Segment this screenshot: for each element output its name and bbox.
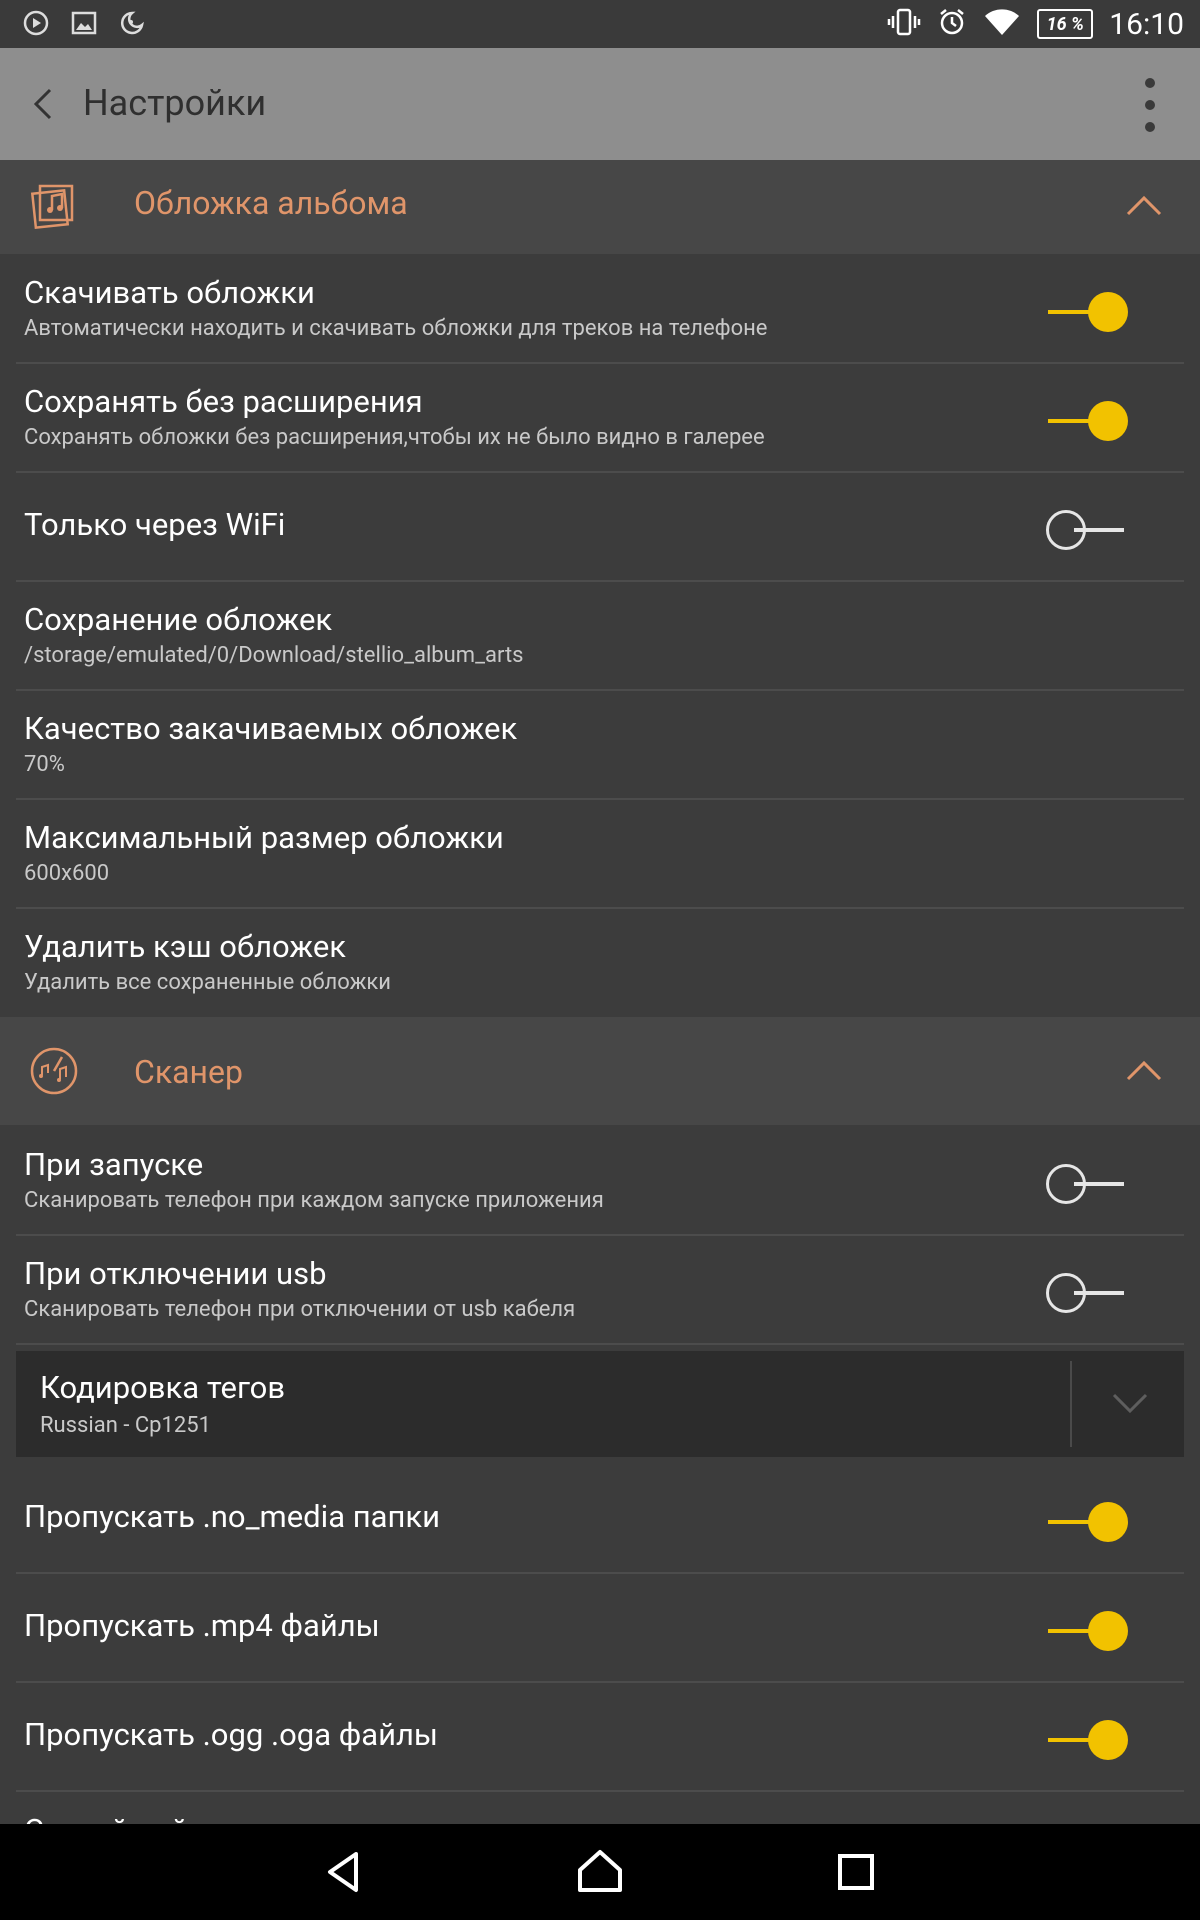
back-icon[interactable] <box>316 1844 372 1900</box>
setting-subtitle: Сканировать телефон при каждом запуске приложения <box>24 1188 604 1213</box>
chevron-up-icon[interactable] <box>1124 194 1164 218</box>
category-scanner[interactable] <box>0 1017 1200 1125</box>
setting-skip-ogg[interactable] <box>16 1682 1184 1792</box>
setting-subtitle: Сохранять обложки без расширения,чтобы их не было видно в галерее <box>24 425 765 450</box>
setting-subtitle: Сканировать телефон при отключении от usb кабеля <box>24 1297 576 1322</box>
scanner-icon <box>28 1045 80 1097</box>
album-art-icon <box>28 180 80 232</box>
navigation-bar <box>0 1824 1200 1920</box>
page-title: Настройки <box>83 82 267 124</box>
wifi-icon <box>983 7 1021 41</box>
setting-max-cover-size[interactable] <box>16 799 1184 909</box>
toolbar <box>0 48 1200 160</box>
alarm-icon <box>937 7 967 41</box>
setting-save-without-extension[interactable] <box>16 363 1184 473</box>
setting-title: Кодировка тегов <box>40 1369 286 1406</box>
vibrate-icon <box>887 7 921 41</box>
toggle-switch[interactable] <box>1046 510 1128 550</box>
toggle-switch[interactable] <box>1046 1611 1128 1651</box>
setting-title: Максимальный размер обложки <box>24 819 504 856</box>
setting-title: При отключении usb <box>24 1255 327 1292</box>
play-circle-icon <box>22 8 50 38</box>
category-album-art[interactable] <box>0 160 1200 254</box>
moon-icon <box>118 8 146 38</box>
toggle-switch[interactable] <box>1046 1502 1128 1542</box>
setting-wifi-only[interactable] <box>16 472 1184 582</box>
category-title: Обложка альбома <box>134 184 408 222</box>
status-bar <box>0 0 1200 48</box>
home-icon[interactable] <box>572 1844 628 1900</box>
setting-subtitle: Автоматически находить и скачивать обложки для треков на телефоне <box>24 316 768 341</box>
setting-clear-cover-cache[interactable] <box>16 908 1184 1016</box>
setting-title: Сохранение обложек <box>24 601 333 638</box>
toggle-switch[interactable] <box>1046 401 1128 441</box>
back-arrow-icon[interactable] <box>24 82 68 126</box>
setting-skip-nomedia[interactable] <box>16 1464 1184 1574</box>
setting-subtitle: 70% <box>24 752 65 777</box>
setting-skip-mp4[interactable] <box>16 1573 1184 1683</box>
selected-encoding: Russian - Cp1251 <box>40 1413 211 1438</box>
setting-title: Только через WiFi <box>24 506 286 543</box>
setting-title: Качество закачиваемых обложек <box>24 710 518 747</box>
toggle-switch[interactable] <box>1046 1273 1128 1313</box>
setting-cover-save-path[interactable] <box>16 581 1184 691</box>
image-icon <box>70 8 98 38</box>
setting-subtitle: Удалить все сохраненные обложки <box>24 970 392 995</box>
setting-title: Сохранять без расширения <box>24 383 423 420</box>
setting-title: Скачивать обложки <box>24 274 315 311</box>
battery-indicator: 16 % <box>1037 9 1093 39</box>
setting-scan-on-launch[interactable] <box>16 1126 1184 1236</box>
setting-cover-quality[interactable] <box>16 690 1184 800</box>
status-time: 16:10 <box>1109 6 1184 42</box>
setting-title: Пропускать .mp4 файлы <box>24 1607 380 1644</box>
setting-title: Пропускать .no_media папки <box>24 1498 441 1535</box>
tag-encoding-dropdown[interactable] <box>16 1351 1184 1457</box>
setting-title: При запуске <box>24 1146 204 1183</box>
chevron-down-icon[interactable] <box>1110 1391 1150 1415</box>
divider <box>1070 1361 1072 1447</box>
more-options-icon[interactable] <box>1140 78 1160 132</box>
setting-scan-on-usb-disconnect[interactable] <box>16 1235 1184 1345</box>
chevron-up-icon[interactable] <box>1124 1059 1164 1083</box>
setting-download-covers[interactable] <box>16 254 1184 364</box>
setting-title: Удалить кэш обложек <box>24 928 347 965</box>
toggle-switch[interactable] <box>1046 1164 1128 1204</box>
recents-icon[interactable] <box>828 1844 884 1900</box>
setting-subtitle: /storage/emulated/0/Download/stellio_album_arts <box>24 643 524 668</box>
toggle-switch[interactable] <box>1046 292 1128 332</box>
category-title: Сканер <box>134 1053 243 1091</box>
setting-subtitle: 600x600 <box>24 861 110 886</box>
toggle-switch[interactable] <box>1046 1720 1128 1760</box>
setting-title: Пропускать .ogg .oga файлы <box>24 1716 439 1753</box>
